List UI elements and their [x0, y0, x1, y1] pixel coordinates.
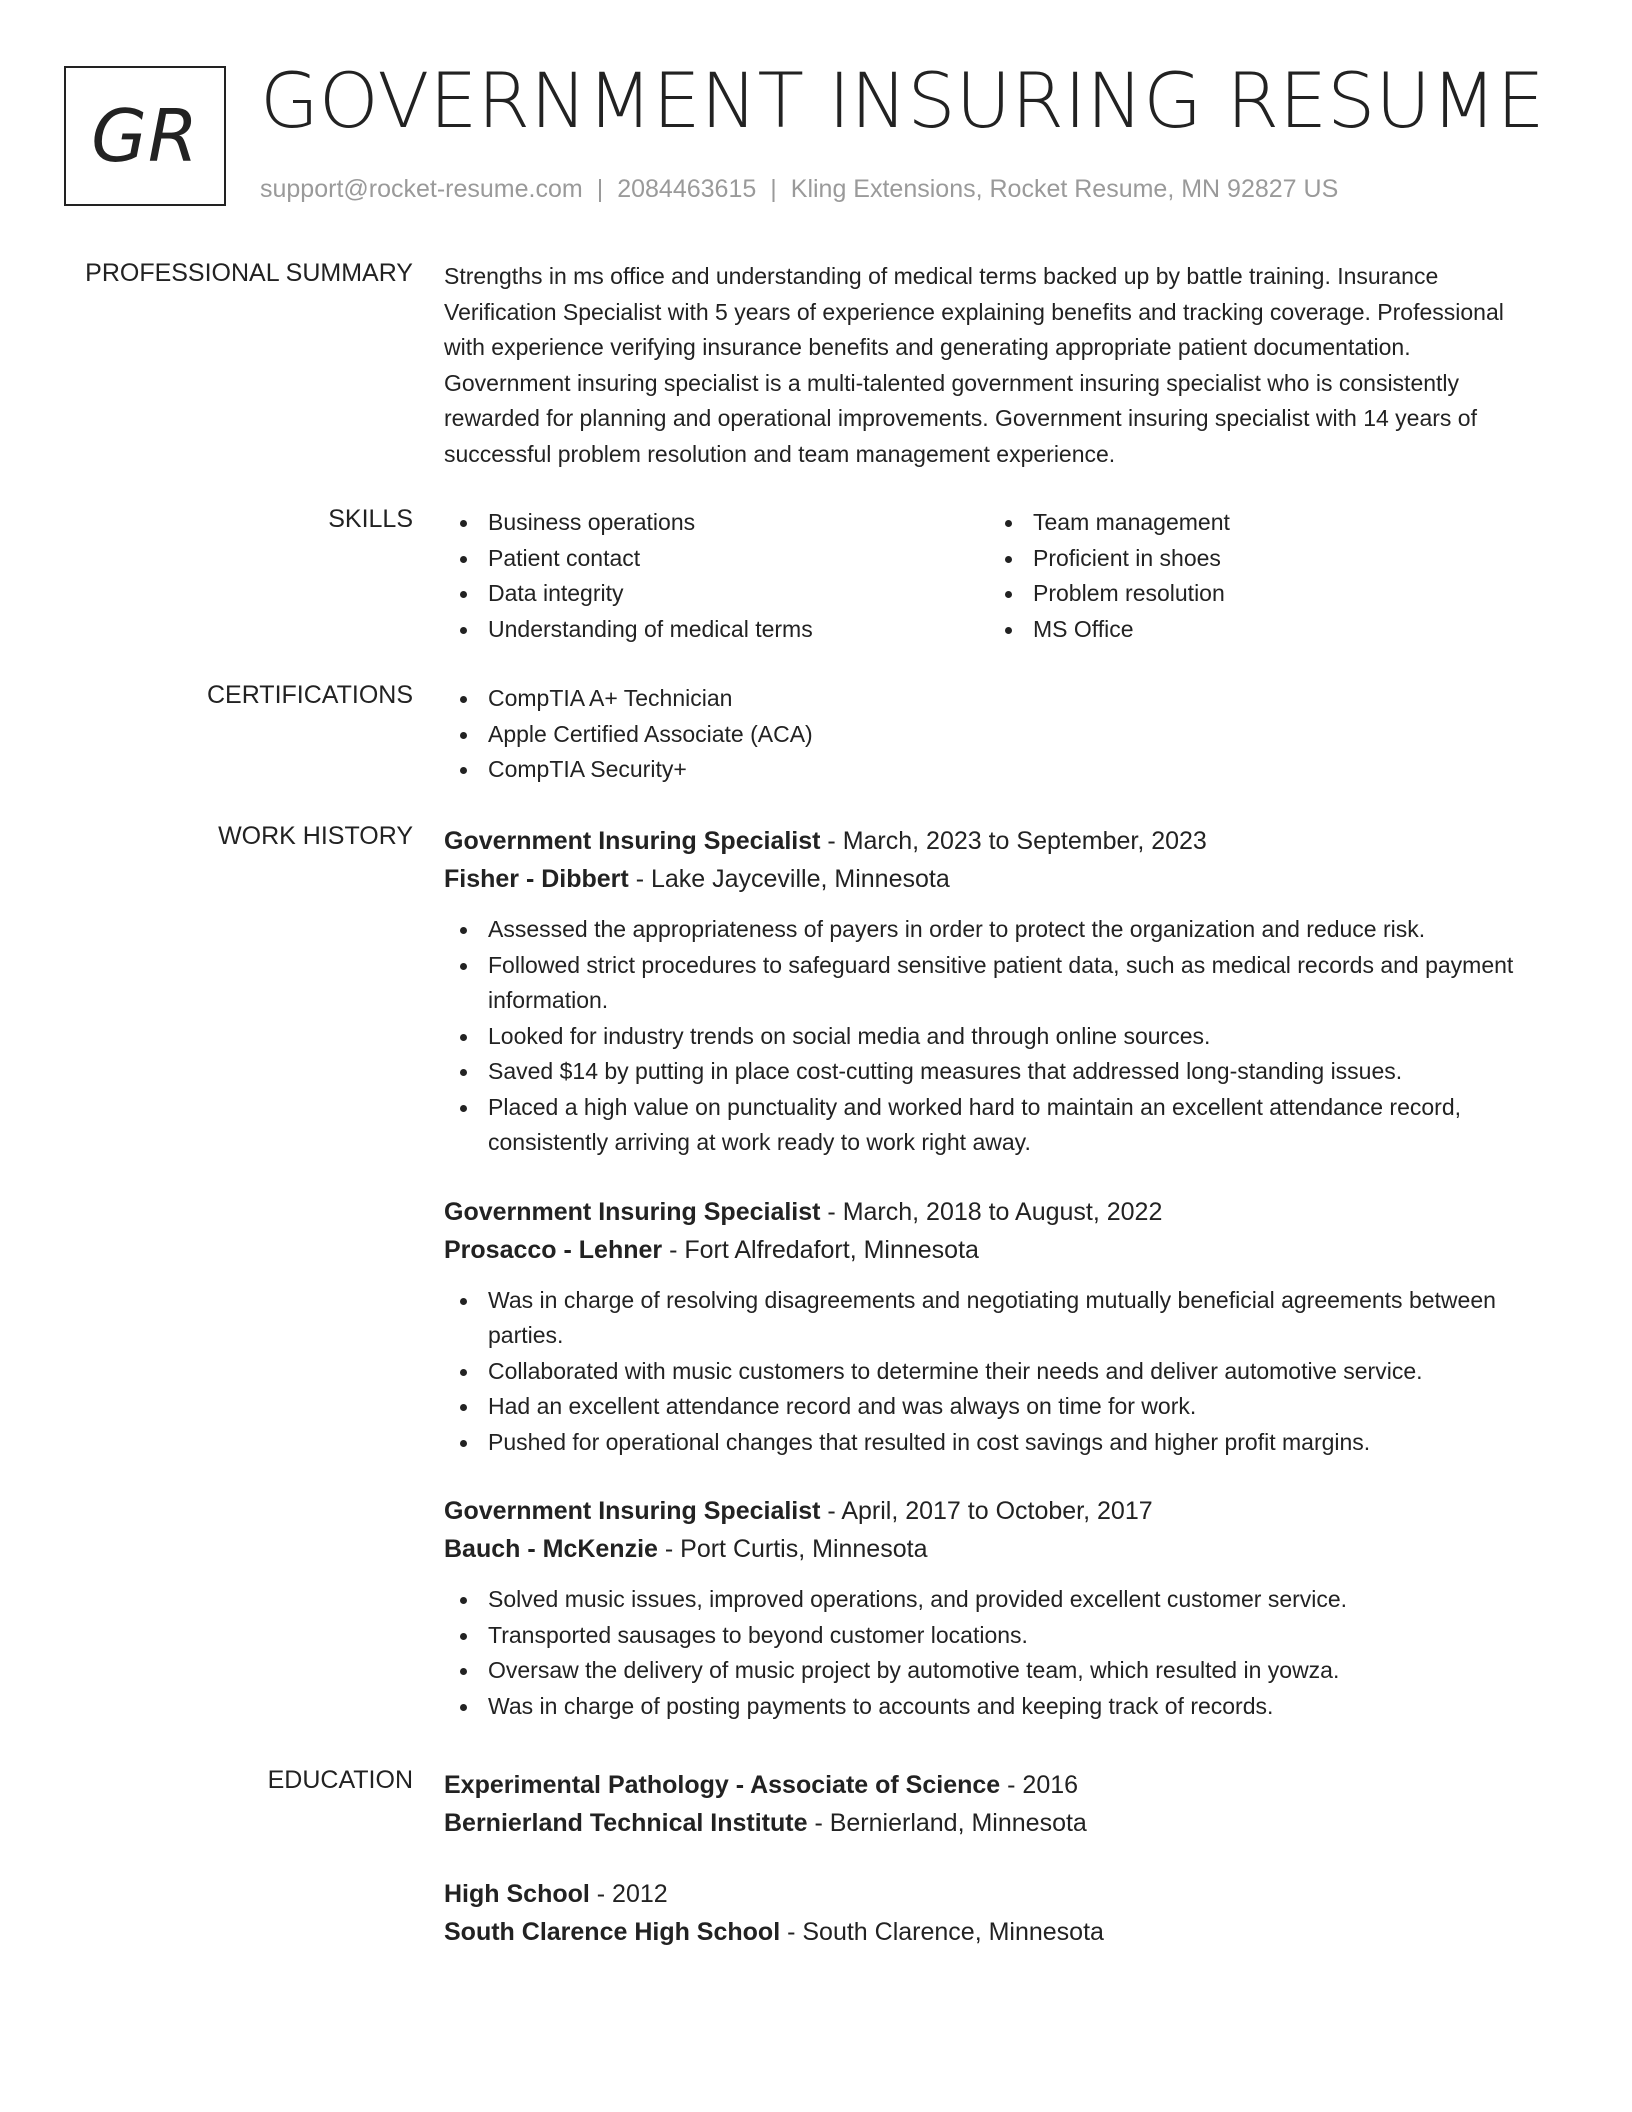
job-entry: [444, 1492, 1534, 1724]
skills-list-right: [989, 505, 1534, 647]
skills-columns: [444, 505, 1534, 647]
job-company-line: [444, 1530, 1534, 1568]
contact-line: [260, 175, 1338, 204]
skill-item: Business operations: [444, 505, 989, 541]
certification-item: Apple Certified Associate (ACA): [444, 717, 1534, 753]
job-duty-item: Assessed the appropriateness of payers in order to protect the organization and reduce risk.: [444, 912, 1534, 948]
skill-item: Understanding of medical terms: [444, 612, 989, 648]
education-year: - 2012: [589, 1880, 668, 1908]
job-duty-item: Saved $14 by putting in place cost-cutting measures that addressed long-standing issues.: [444, 1054, 1534, 1090]
job-duty-item: Looked for industry trends on social media and through online sources.: [444, 1019, 1534, 1055]
skill-item: MS Office: [989, 612, 1534, 648]
job-title-line: [444, 1193, 1534, 1231]
job-dates: - March, 2023 to September, 2023: [820, 827, 1207, 855]
education-school-line: [444, 1913, 1534, 1951]
job-title: Government Insuring Specialist: [444, 1497, 821, 1525]
certifications-list: [444, 681, 1534, 788]
job-title-line: [444, 822, 1534, 860]
contact-address: Kling Extensions, Rocket Resume, MN 92827 US: [790, 175, 1339, 203]
education-entry: [444, 1875, 1534, 1951]
education-location: - South Clarence, Minnesota: [780, 1918, 1104, 1946]
certifications-heading: CERTIFICATIONS: [206, 681, 413, 709]
skills-body: [444, 505, 1534, 647]
job-company: Bauch - McKenzie: [444, 1535, 658, 1563]
education-body: [444, 1766, 1534, 1951]
job-company: Fisher - Dibbert: [444, 865, 629, 893]
contact-separator: |: [596, 175, 604, 203]
skill-item: Problem resolution: [989, 576, 1534, 612]
job-title: Government Insuring Specialist: [444, 1197, 821, 1226]
job-company: Prosacco - Lehner: [444, 1235, 663, 1264]
job-entry: [444, 1193, 1534, 1461]
skill-item: Team management: [989, 505, 1534, 541]
job-duty-item: Placed a high value on punctuality and worked hard to maintain an excellent attendance record, consistently arriving at work ready to work right away.: [444, 1090, 1534, 1161]
job-duty-item: Solved music issues, improved operations, and provided excellent customer service.: [444, 1582, 1534, 1618]
education-school: South Clarence High School: [444, 1918, 781, 1946]
job-company-line: [444, 860, 1534, 898]
job-duties-list: [444, 912, 1534, 1161]
work-history-heading: WORK HISTORY: [218, 822, 413, 850]
education-degree-line: [444, 1766, 1534, 1804]
skills-list-left: [444, 505, 989, 647]
job-duty-item: Was in charge of posting payments to accounts and keeping track of records.: [444, 1689, 1534, 1725]
education-year: - 2016: [1000, 1771, 1079, 1799]
job-duty-item: Oversaw the delivery of music project by automotive team, which resulted in yowza.: [444, 1653, 1534, 1689]
education-school: Bernierland Technical Institute: [444, 1809, 808, 1837]
education-heading: EDUCATION: [267, 1766, 413, 1794]
job-duty-item: Followed strict procedures to safeguard sensitive patient data, such as medical records and payment information.: [444, 948, 1534, 1019]
job-dates: - March, 2018 to August, 2022: [820, 1197, 1163, 1226]
skill-item: Proficient in shoes: [989, 541, 1534, 577]
summary-heading: PROFESSIONAL SUMMARY: [85, 259, 413, 287]
job-company-line: [444, 1231, 1534, 1269]
job-duties-list: [444, 1283, 1534, 1461]
job-dates: - April, 2017 to October, 2017: [820, 1497, 1153, 1525]
summary-body: [444, 259, 1534, 472]
job-duty-item: Pushed for operational changes that resulted in cost savings and higher profit margins.: [444, 1425, 1534, 1461]
contact-separator: |: [770, 175, 777, 203]
job-duties-list: [444, 1582, 1534, 1724]
work-history-body: [444, 822, 1534, 1724]
job-location: - Lake Jayceville, Minnesota: [628, 865, 950, 893]
education-degree: High School: [444, 1880, 590, 1908]
job-location: - Port Curtis, Minnesota: [657, 1535, 928, 1563]
skill-item: Patient contact: [444, 541, 989, 577]
certification-item: CompTIA A+ Technician: [444, 681, 1534, 717]
job-duty-item: Collaborated with music customers to determine their needs and deliver automotive service.: [444, 1354, 1534, 1390]
job-title: Government Insuring Specialist: [444, 827, 821, 855]
job-duty-item: Had an excellent attendance record and was always on time for work.: [444, 1389, 1534, 1425]
education-degree: Experimental Pathology - Associate of Science: [444, 1771, 1001, 1799]
education-location: - Bernierland, Minnesota: [807, 1809, 1087, 1837]
education-degree-line: [444, 1875, 1534, 1913]
contact-email: support@rocket-resume.com: [260, 175, 583, 203]
job-title-line: [444, 1492, 1534, 1530]
certifications-body: [444, 681, 1534, 788]
job-duty-item: Transported sausages to beyond customer locations.: [444, 1618, 1534, 1654]
job-location: - Fort Alfredafort, Minnesota: [662, 1235, 979, 1264]
certification-item: CompTIA Security+: [444, 752, 1534, 788]
monogram-badge: GR: [64, 66, 226, 206]
job-duty-item: Was in charge of resolving disagreements and negotiating mutually beneficial agreements between parties.: [444, 1283, 1534, 1354]
contact-phone: 2084463615: [617, 175, 757, 203]
skills-heading: SKILLS: [328, 505, 413, 533]
job-entry: [444, 822, 1534, 1161]
resume-title: GOVERNMENT INSURING RESUME: [260, 56, 1545, 145]
education-school-line: [444, 1804, 1534, 1842]
skill-item: Data integrity: [444, 576, 989, 612]
education-entry: [444, 1766, 1534, 1842]
summary-text: Strengths in ms office and understanding of medical terms backed up by battle training. Insurance Verification Specialist with 5 years of experience explaining benefits and tracking coverage. Professional with experience verifying insurance benefits and generating appropriate patient documentation. Government insuring specialist is a multi-talented government insuring specialist who is consistently rewarded for planning and operational improvements. Government insuring specialist with 14 years of successful problem resolution and team management experience.: [444, 263, 1504, 467]
